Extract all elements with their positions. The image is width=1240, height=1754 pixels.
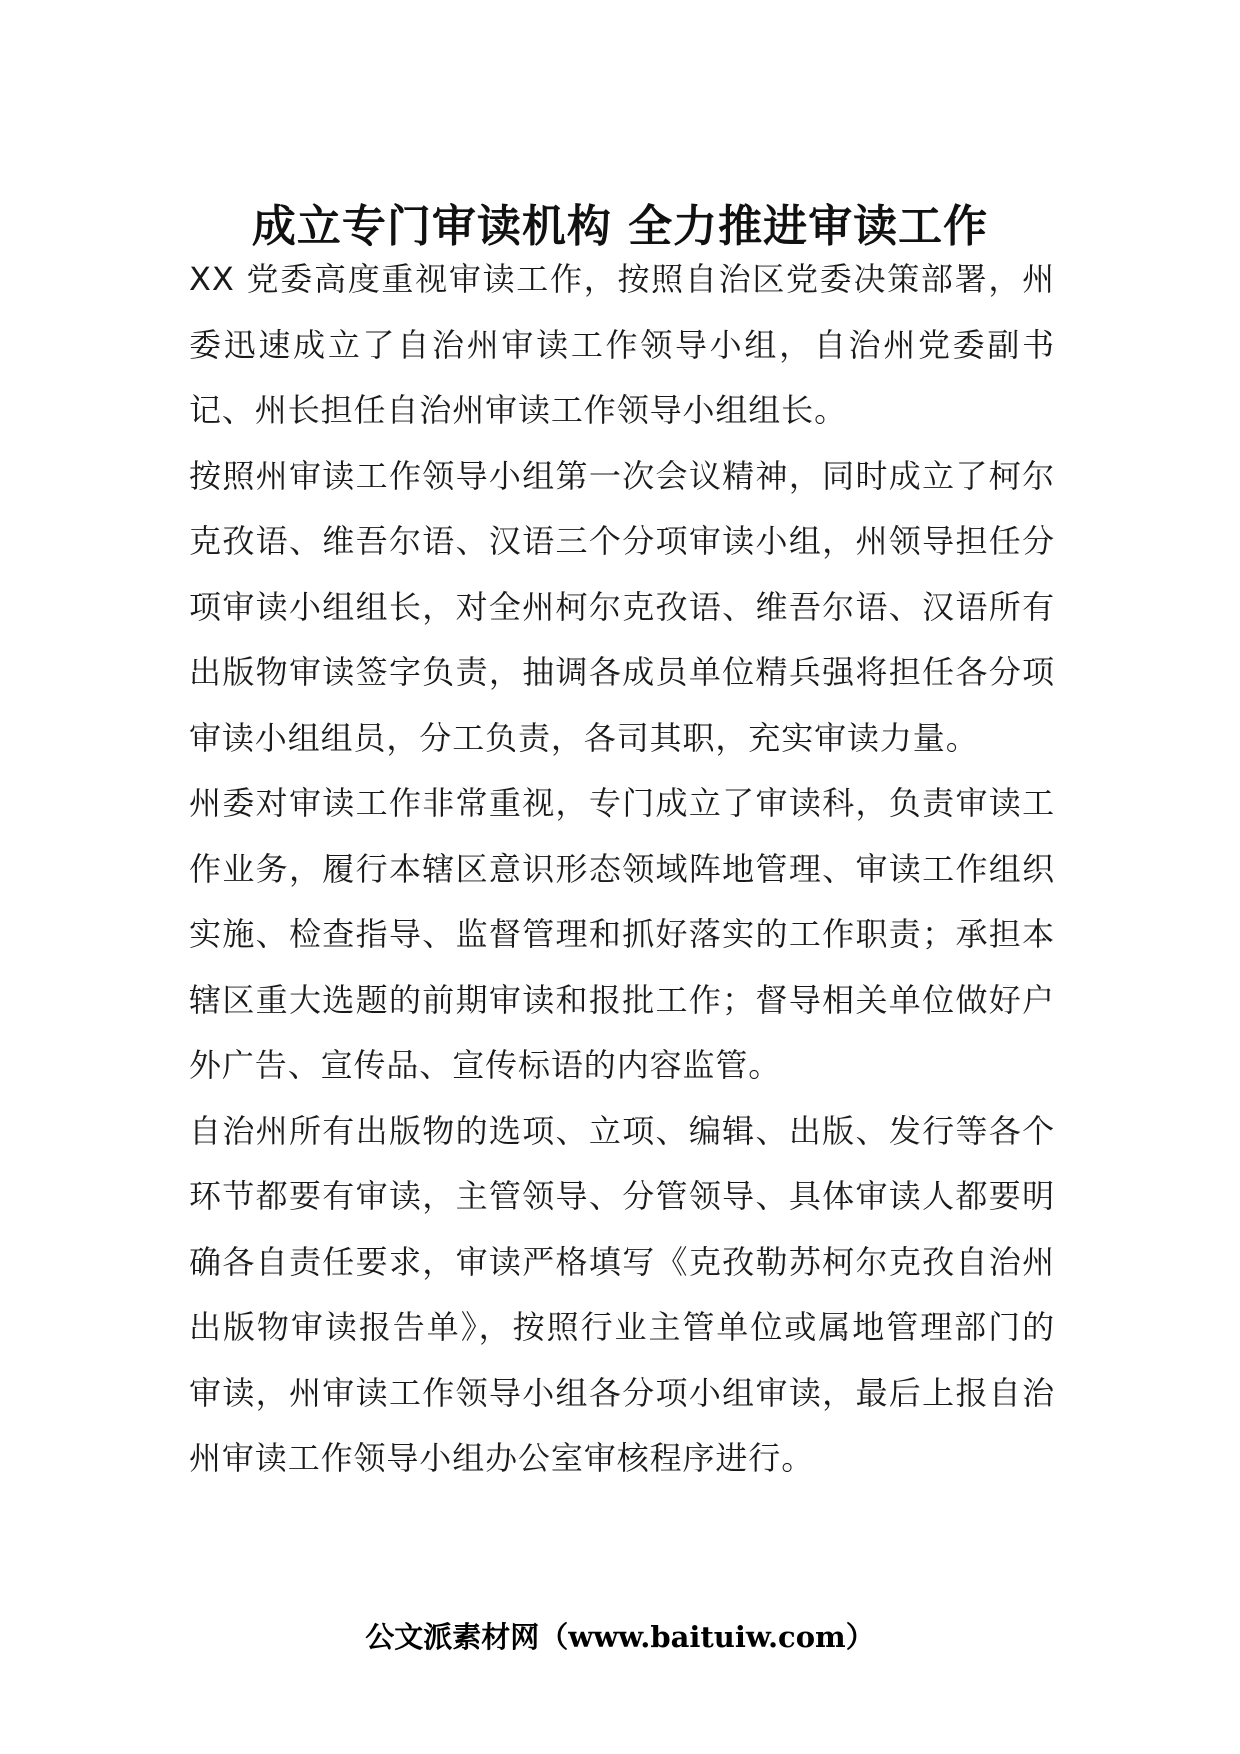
paragraph-4: 自治州所有出版物的选项、立项、编辑、出版、发行等各个环节都要有审读，主管领导、分管领导、具体审读人都要明确各自责任要求，审读严格填写《克孜勒苏柯尔克孜自治州出版物审读报告单》，按照行业主管单位或属地管理部门的审读，州审读工作领导小组各分项小组审读，最后上报自治州审读工作领导小组办公室审核程序进行。	[189, 1111, 1055, 1477]
document-body	[189, 247, 1055, 1492]
source-watermark: 公文派素材网（www.baituiw.com）	[365, 1620, 875, 1654]
paragraph-3: 州委对审读工作非常重视，专门成立了审读科，负责审读工作业务，履行本辖区意识形态领域阵地管理、审读工作组织实施、检查指导、监督管理和抓好落实的工作职责；承担本辖区重大选题的前期审读和报批工作；督导相关单位做好户外广告、宣传品、宣传标语的内容监管。	[189, 784, 1055, 1084]
document-title: 成立专门审读机构 全力推进审读工作	[251, 201, 989, 253]
paragraph-1: XX 党委高度重视审读工作，按照自治区党委决策部署，州委迅速成立了自治州审读工作领导小组，自治州党委副书记、州长担任自治州审读工作领导小组组长。	[189, 260, 1055, 429]
paragraph-2: 按照州审读工作领导小组第一次会议精神，同时成立了柯尔克孜语、维吾尔语、汉语三个分项审读小组，州领导担任分项审读小组组长，对全州柯尔克孜语、维吾尔语、汉语所有出版物审读签字负责，抽调各成员单位精兵强将担任各分项审读小组组员，分工负责，各司其职，充实审读力量。	[189, 456, 1055, 757]
